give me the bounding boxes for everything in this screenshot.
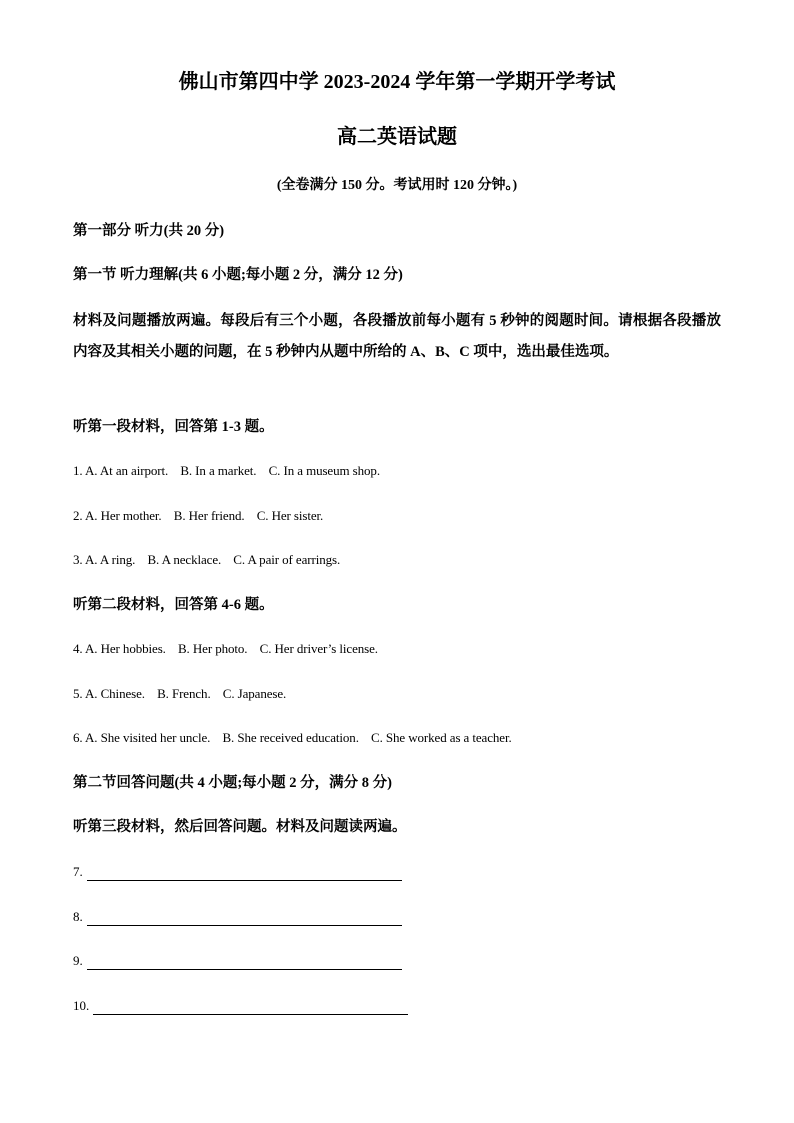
option-b: B. French. (157, 686, 211, 701)
subject-title: 高二英语试题 (337, 126, 457, 148)
answer-blank[interactable] (87, 955, 402, 970)
passage3-heading: 听第三段材料，然后回答问题。材料及问题读两遍。 (73, 819, 407, 835)
answer-blank[interactable] (87, 911, 402, 926)
question-number: 7. (73, 864, 83, 879)
answer-line-7 (73, 863, 402, 881)
question-4 (73, 640, 378, 658)
question-number: 8. (73, 909, 83, 924)
option-a: A. At an airport. (85, 463, 169, 478)
answer-blank[interactable] (93, 1000, 408, 1015)
option-b: B. She received education. (222, 730, 359, 745)
part-heading: 第一部分 听力(共 20 分) (73, 223, 225, 239)
question-number: 9. (73, 953, 83, 968)
option-a: A. Her mother. (85, 508, 162, 523)
passage1-heading: 听第一段材料，回答第 1-3 题。 (73, 419, 274, 435)
option-c: C. A pair of earrings. (233, 552, 341, 567)
option-c: C. Japanese. (222, 686, 287, 701)
option-a: A. Chinese. (85, 686, 145, 701)
option-b: B. In a market. (180, 463, 257, 478)
option-a: A. Her hobbies. (85, 641, 166, 656)
option-a: A. She visited her uncle. (85, 730, 211, 745)
question-6 (73, 729, 512, 747)
option-c: C. Her driver’s license. (259, 641, 378, 656)
answer-blank[interactable] (87, 866, 402, 881)
answer-line-9 (73, 952, 402, 970)
question-1 (73, 462, 380, 480)
question-2 (73, 507, 323, 525)
exam-title: 佛山市第四中学 2023-2024 学年第一学期开学考试 (178, 71, 616, 93)
section1-heading: 第一节 听力理解(共 6 小题;每小题 2 分，满分 12 分) (73, 267, 403, 283)
question-number: 2. (73, 508, 83, 523)
question-number: 3. (73, 552, 83, 567)
question-number: 5. (73, 686, 83, 701)
option-a: A. A ring. (85, 552, 136, 567)
passage2-heading: 听第二段材料，回答第 4-6 题。 (73, 597, 274, 613)
question-number: 4. (73, 641, 83, 656)
question-5 (73, 685, 286, 703)
question-number: 1. (73, 463, 83, 478)
option-c: C. Her sister. (256, 508, 324, 523)
option-b: B. A necklace. (147, 552, 222, 567)
instructions-paragraph: 材料及问题播放两遍。每段后有三个小题，各段播放前每小题有 5 秒钟的阅题时间。请根据各段播放内容及其相关小题的问题，在 5 秒钟内从题中所给的 A、B、C 项中，选出最佳选项。 (73, 313, 721, 360)
answer-line-8 (73, 908, 402, 926)
question-number: 10. (73, 998, 90, 1013)
answer-line-10 (73, 997, 408, 1015)
option-c: C. In a museum shop. (268, 463, 380, 478)
score-note: (全卷满分 150 分。考试用时 120 分钟。) (276, 178, 518, 193)
option-b: B. Her friend. (173, 508, 245, 523)
question-number: 6. (73, 730, 83, 745)
option-c: C. She worked as a teacher. (371, 730, 512, 745)
section2-heading: 第二节回答问题(共 4 小题;每小题 2 分，满分 8 分) (73, 775, 392, 791)
question-3 (73, 551, 340, 569)
option-b: B. Her photo. (177, 641, 248, 656)
